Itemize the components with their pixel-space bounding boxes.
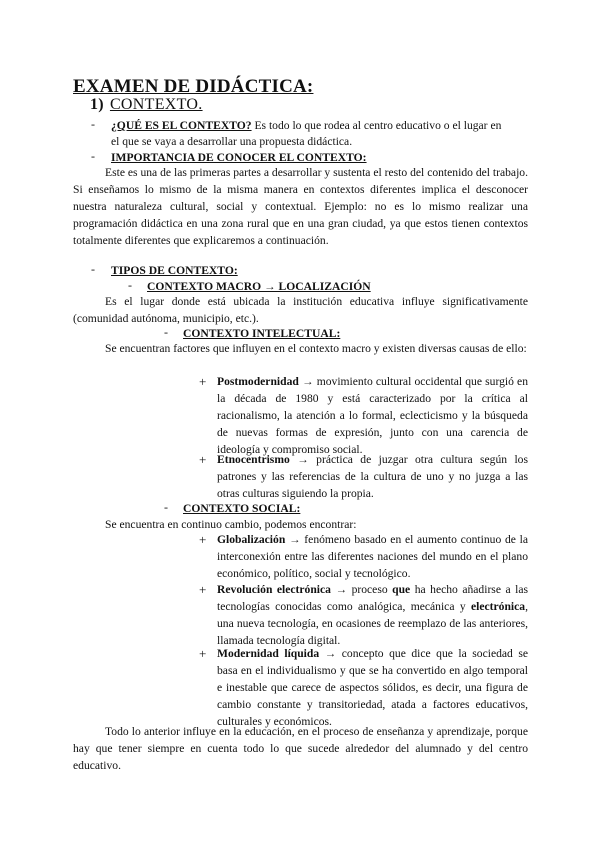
- term: Revolución electrónica: [217, 583, 331, 596]
- list-item-postmodernidad: [217, 374, 528, 459]
- intellectual-text: Se encuentran factores que influyen en el contexto macro y existen diversas causas de ello:: [105, 342, 527, 355]
- term: Globalización: [217, 533, 286, 546]
- importance-text: Este es una de las primeras partes a desarrollar y sustenta el resto del contenido del trabajo. Si enseñamos lo mismo de la misma manera en contextos diferentes implica el desconocer nuestra naturaleza cultural, social y contextual. Ejemplo: no es lo mismo realizar una programación didáctica en una zona rural que en una gran ciudad, ya que estos tienen contextos totalmente diferentes que explicaremos a continuación.: [73, 166, 528, 247]
- importance-heading: IMPORTANCIA DE CONOCER EL CONTEXTO:: [111, 151, 367, 164]
- list-item-revolucion: [217, 582, 528, 650]
- item-text: , una nueva tecnología, en ocasiones de reemplazo de las anteriores, llamada tecnología digital.: [217, 599, 528, 647]
- list-item-globalizacion: [217, 532, 528, 583]
- social-heading: CONTEXTO SOCIAL:: [183, 502, 301, 515]
- page-title: EXAMEN DE DIDÁCTICA:: [73, 76, 314, 97]
- section-number: 1): [90, 96, 104, 113]
- plus-marker: +: [199, 582, 207, 597]
- plus-marker: +: [199, 452, 207, 467]
- bullet-dash: -: [91, 117, 95, 131]
- item-text: → práctica de juzgar otra cultura según los patrones y las referencias de la cultura de uno y no juzga a las otras culturas siguiendo la propia.: [217, 453, 528, 500]
- bullet-dash: -: [164, 500, 168, 514]
- term: Modernidad líquida: [217, 647, 320, 660]
- importance-heading-wrap: [111, 149, 367, 166]
- list-item-modernidad: [217, 646, 528, 731]
- intellectual-heading: CONTEXTO INTELECTUAL:: [183, 327, 341, 340]
- bullet-dash: -: [91, 262, 95, 276]
- q1-text-1: Es todo lo que rodea al centro educativo o el lugar en: [251, 119, 502, 132]
- term: Postmodernidad: [217, 375, 299, 388]
- q1-line-1: [111, 117, 501, 134]
- social-heading-wrap: [183, 500, 300, 517]
- macro-paragraph: [73, 294, 528, 328]
- bullet-dash: -: [91, 149, 95, 163]
- macro-heading-wrap: [147, 278, 371, 295]
- section-label: CONTEXTO.: [109, 96, 203, 113]
- bold-word: electrónica: [471, 599, 526, 613]
- macro-heading: CONTEXTO MACRO → LOCALIZACIÓN: [147, 280, 371, 293]
- types-heading: TIPOS DE CONTEXTO:: [111, 264, 238, 277]
- importance-paragraph: [73, 165, 528, 250]
- q1-heading: ¿QUÉ ES EL CONTEXTO?: [111, 119, 252, 132]
- list-item-etnocentrismo: [217, 452, 528, 503]
- item-text: → proceso: [330, 583, 393, 596]
- plus-marker: +: [199, 374, 207, 389]
- bullet-dash: -: [128, 278, 132, 292]
- intellectual-paragraph: [73, 341, 528, 358]
- item-text: → fenómeno basado en el aumento continuo de la interconexión entre las diferentes naciones del mundo en el plano económico, político, social y tecnológico.: [217, 533, 528, 580]
- intellectual-heading-wrap: [183, 325, 340, 342]
- q1-text-2: el que se vaya a desarrollar una propuesta didáctica.: [111, 135, 353, 148]
- bold-word: que: [392, 583, 411, 596]
- macro-text: Es el lugar donde está ubicada la institución educativa influye significativamente (comunidad autónoma, municipio, etc.).: [73, 295, 528, 325]
- plus-marker: +: [199, 646, 207, 661]
- term: Etnocentrismo: [217, 453, 290, 466]
- item-text: → concepto que dice que la sociedad se basa en el individualismo y que se ha convertido en algo temporal e inestable que carece de aspectos sólidos, es decir, una figura de cambio constante y transitoriedad, atada a factores educativos, culturales y económicos.: [217, 647, 528, 728]
- social-text: Se encuentra en continuo cambio, podemos encontrar:: [105, 518, 357, 531]
- item-text: → movimiento cultural occidental que surgió en la década de 1980 y está caracterizado por la crítica al racionalismo, la atención a lo formal, eclecticismo y la búsqueda de nuevas formas de expresión, junto con una carencia de ideología y compromiso social.: [217, 375, 528, 456]
- plus-marker: +: [199, 532, 207, 547]
- item-text: ha hecho añadirse a las tecnologías conocidas como analógica, mecánica y: [217, 583, 528, 613]
- types-heading-wrap: [111, 262, 238, 279]
- section-heading: [90, 96, 203, 114]
- closing-text: Todo lo anterior influye en la educación, en el proceso de enseñanza y aprendizaje, porque hay que tener siempre en cuenta todo lo que sucede alrededor del alumnado y del centro educativo.: [73, 725, 528, 772]
- bullet-dash: -: [164, 325, 168, 339]
- closing-paragraph: [73, 724, 528, 775]
